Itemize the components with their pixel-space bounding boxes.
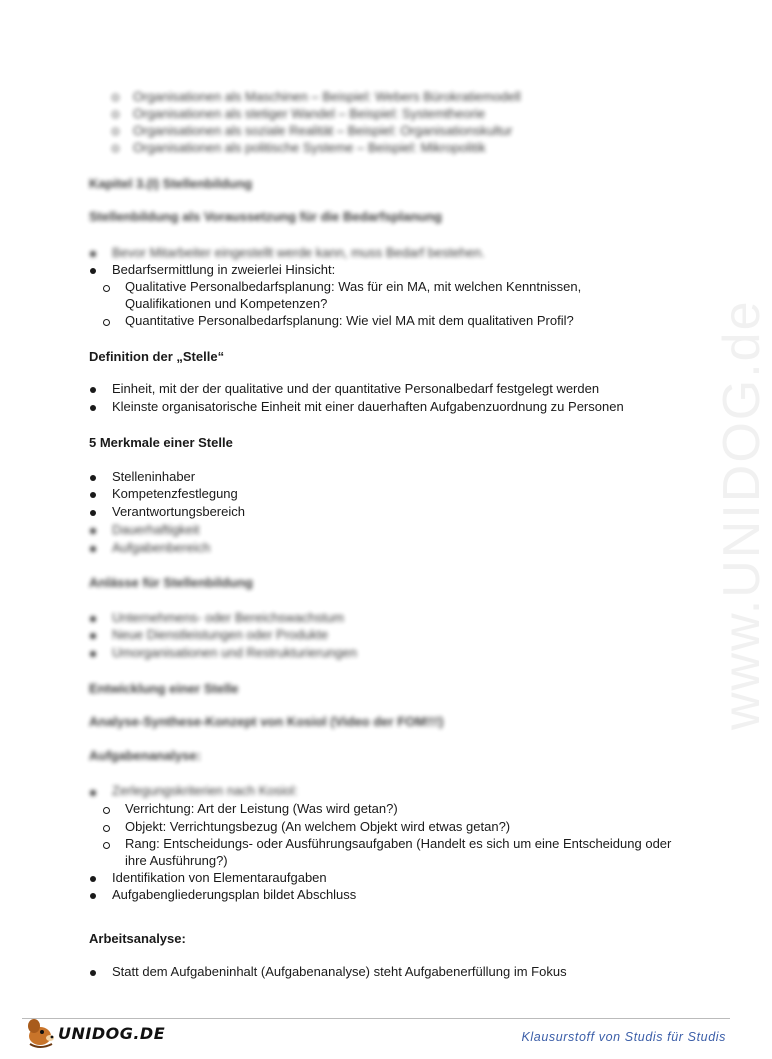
sub-bullet xyxy=(103,319,110,326)
list-item: Stelleninhaber xyxy=(112,469,196,484)
section-heading: Entwicklung einer Stelle xyxy=(89,681,239,696)
footer-slogan: Klausurstoff von Studis für Studis xyxy=(521,1030,726,1044)
bullet xyxy=(90,876,96,882)
bullet xyxy=(90,492,96,498)
list-item-continuation: ihre Ausführung?) xyxy=(125,853,228,868)
section-heading: Definition der „Stelle“ xyxy=(89,349,225,364)
sub-bullet xyxy=(103,807,110,814)
bullet xyxy=(90,510,96,516)
list-item: Organisationen als politische Systeme – Beispiel: Mikropolitik xyxy=(133,140,486,155)
list-item: Rang: Entscheidungs- oder Ausführungsaufgaben (Handelt es sich um eine Entscheidung oder xyxy=(125,836,672,851)
section-heading: Anlässe für Stellenbildung xyxy=(89,575,253,590)
section-heading: Aufgabenanalyse: xyxy=(89,748,201,763)
list-item: Verantwortungsbereich xyxy=(112,504,245,519)
list-item: Umorganisationen und Restrukturierungen xyxy=(112,645,357,660)
list-item: Identifikation von Elementaraufgaben xyxy=(112,870,327,885)
sub-bullet xyxy=(103,285,110,292)
bullet xyxy=(90,970,96,976)
list-item: Neue Dienstleistungen oder Produkte xyxy=(112,627,329,642)
list-item: Bevor Mitarbeiter eingestellt werde kann, muss Bedarf bestehen. xyxy=(112,245,485,260)
section-heading: Arbeitsanalyse: xyxy=(89,931,186,946)
list-item-continuation: Qualifikationen und Kompetenzen? xyxy=(125,296,328,311)
list-item: Dauerhaftigkeit xyxy=(112,522,200,537)
list-item: Aufgabenbereich xyxy=(112,540,211,555)
list-item: Kleinste organisatorische Einheit mit einer dauerhaften Aufgabenzuordnung zu Personen xyxy=(112,399,624,414)
bullet xyxy=(90,387,96,393)
list-item: Kompetenzfestlegung xyxy=(112,486,238,501)
list-item: Bedarfsermittlung in zweierlei Hinsicht: xyxy=(112,262,336,277)
list-item: Organisationen als stetiger Wandel – Beispiel: Systemtheorie xyxy=(133,106,486,121)
logo-text: UNIDOG.DE xyxy=(58,1024,166,1043)
list-item: Unternehmens- oder Bereichswachstum xyxy=(112,610,344,625)
bullet xyxy=(90,405,96,411)
bullet xyxy=(90,475,96,481)
section-heading: Analyse-Synthese-Konzept von Kosiol (Video der FOM!!!) xyxy=(89,714,444,729)
sub-bullet xyxy=(103,842,110,849)
list-item: Zerlegungskriterien nach Kosiol: xyxy=(112,783,298,798)
section-heading: Stellenbildung als Voraussetzung für die Bedarfsplanung xyxy=(89,209,442,224)
chapter-heading: Kapitel 3.(I) Stellenbildung xyxy=(89,176,253,191)
list-item: Organisationen als Maschinen – Beispiel: Webers Bürokratiemodell xyxy=(133,89,521,104)
list-item: Aufgabengliederungsplan bildet Abschluss xyxy=(112,887,357,902)
bullet xyxy=(90,893,96,899)
sub-bullet xyxy=(103,825,110,832)
section-heading: 5 Merkmale einer Stelle xyxy=(89,435,233,450)
list-item: Einheit, mit der der qualitative und der quantitative Personalbedarf festgelegt werden xyxy=(112,381,600,396)
list-item: Statt dem Aufgabeninhalt (Aufgabenanalyse) steht Aufgabenerfüllung im Fokus xyxy=(112,964,567,979)
watermark: www.UNIDOG.de xyxy=(713,299,771,730)
list-item: Organisationen als soziale Realität – Beispiel: Organisationskultur xyxy=(133,123,513,138)
list-item: Quantitative Personalbedarfsplanung: Wie viel MA mit dem qualitativen Profil? xyxy=(125,313,574,328)
list-item: Verrichtung: Art der Leistung (Was wird getan?) xyxy=(125,801,398,816)
list-item: Objekt: Verrichtungsbezug (An welchem Objekt wird etwas getan?) xyxy=(125,819,511,834)
bullet xyxy=(90,268,96,274)
list-item: Qualitative Personalbedarfsplanung: Was für ein MA, mit welchen Kenntnissen, xyxy=(125,279,582,294)
